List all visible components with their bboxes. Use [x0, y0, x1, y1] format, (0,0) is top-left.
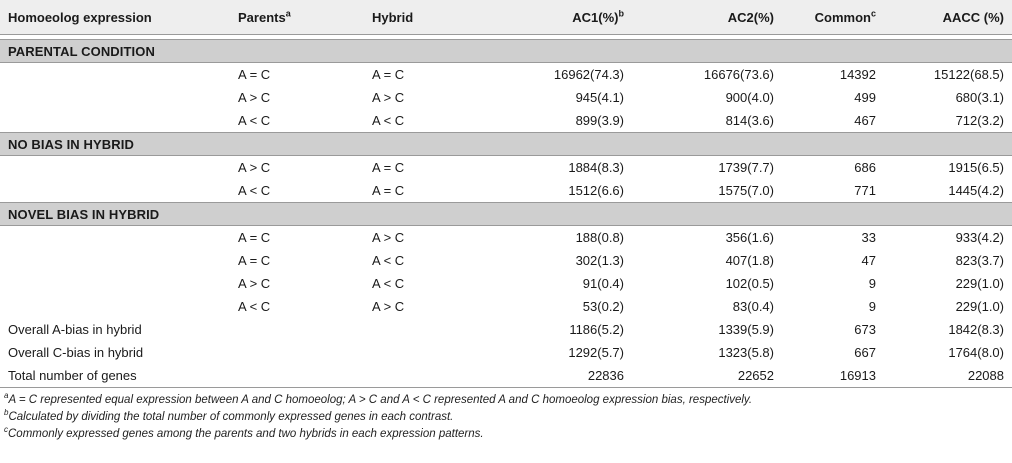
cell-ac1: 1512(6.6) [568, 183, 624, 198]
table-row [0, 226, 1012, 250]
header-parents: Parents$^a$ [230, 0, 364, 35]
table-row [0, 156, 1012, 180]
row-label [0, 249, 230, 272]
cell-ac1: 188(0.8) [575, 230, 624, 245]
section-row [0, 133, 1012, 156]
cell-common: 9 [868, 299, 876, 314]
row-label [0, 86, 230, 109]
cell-ac2: 16676(73.6) [703, 67, 774, 82]
row-label: Total number of genes [0, 364, 230, 388]
cell-hybrid: A = C [372, 67, 405, 82]
cell-ac2: 1739(7.7) [718, 160, 774, 175]
cell-common: 673 [854, 322, 876, 337]
cell-parents: A = C [238, 67, 271, 82]
cell-ac2: 356(1.6) [725, 230, 774, 245]
cell-parents: A < C [238, 183, 271, 198]
header-row [0, 0, 1012, 35]
cell-ac1: 22836 [484, 364, 632, 388]
cell-aacc: 1764(8.0) [948, 345, 1004, 360]
cell-aacc: 229(1.0) [955, 299, 1004, 314]
cell-ac1: 16962(74.3) [553, 67, 624, 82]
cell-aacc: 1842(8.3) [948, 322, 1004, 337]
table-row [0, 318, 1012, 341]
cell-ac2: 1575(7.0) [718, 183, 774, 198]
cell-hybrid: A < C [372, 113, 405, 128]
table-row [0, 179, 1012, 203]
cell-ac2: 900(4.0) [725, 90, 774, 105]
cell-aacc: 15122(68.5) [933, 67, 1004, 82]
cell-common: 16913 [782, 364, 884, 388]
cell-hybrid: A = C [372, 160, 405, 175]
row-label [0, 156, 230, 180]
cell-parents [230, 341, 364, 364]
cell-aacc: 712(3.2) [955, 113, 1004, 128]
cell-common: 33 [861, 230, 876, 245]
header-common: Common$^c$ [782, 0, 884, 35]
table-row [0, 86, 1012, 109]
cell-ac2: 814(3.6) [725, 113, 774, 128]
cell-hybrid [364, 318, 484, 341]
cell-parents: A = C [238, 253, 271, 268]
row-label [0, 272, 230, 295]
cell-aacc: 1445(4.2) [948, 183, 1004, 198]
cell-common: 9 [868, 276, 876, 291]
cell-hybrid [364, 341, 484, 364]
cell-ac1: 899(3.9) [575, 113, 624, 128]
table-row [0, 272, 1012, 295]
cell-ac2: 1323(5.8) [718, 345, 774, 360]
cell-ac1: 1884(8.3) [568, 160, 624, 175]
cell-parents: A > C [238, 276, 271, 291]
section-title: NOVEL BIAS IN HYBRID [0, 203, 1012, 226]
cell-parents: A = C [238, 230, 271, 245]
table-body [0, 35, 1012, 388]
header-homoeolog-expression: Homoeolog expression [0, 0, 230, 35]
section-title: NO BIAS IN HYBRID [0, 133, 1012, 156]
row-label: Overall A-bias in hybrid [8, 322, 142, 337]
cell-common: 771 [854, 183, 876, 198]
cell-aacc: 933(4.2) [955, 230, 1004, 245]
header-aacc: AACC (%) [884, 0, 1012, 35]
header-ac1: AC1(%)$^b$ [484, 0, 632, 35]
cell-common: 467 [854, 113, 876, 128]
cell-aacc: 823(3.7) [955, 253, 1004, 268]
header-hybrid: Hybrid [364, 0, 484, 35]
cell-aacc: 22088 [884, 364, 1012, 388]
table-row [0, 63, 1012, 87]
table-row [0, 295, 1012, 318]
cell-ac2: 407(1.8) [725, 253, 774, 268]
cell-ac1: 91(0.4) [582, 276, 624, 291]
cell-ac2: 83(0.4) [732, 299, 774, 314]
row-label: Overall C-bias in hybrid [8, 345, 144, 360]
cell-parents: A < C [238, 113, 271, 128]
row-label [0, 226, 230, 250]
cell-ac1: 945(4.1) [575, 90, 624, 105]
cell-parents [230, 364, 364, 388]
section-row [0, 40, 1012, 63]
cell-hybrid: A > C [372, 90, 405, 105]
cell-hybrid: A = C [372, 183, 405, 198]
cell-ac1: 1292(5.7) [568, 345, 624, 360]
cell-aacc: 1915(6.5) [948, 160, 1004, 175]
footnote-c: $^c$Commonly expressed genes among the parents and two hybrids in each expression patterns. [4, 425, 484, 440]
table-row [0, 341, 1012, 364]
footnote-b: $^b$Calculated by dividing the total number of commonly expressed genes in each contrast. [4, 408, 454, 423]
table-row [0, 364, 1012, 388]
row-label [0, 295, 230, 318]
cell-ac2: 1339(5.9) [718, 322, 774, 337]
cell-ac1: 53(0.2) [582, 299, 624, 314]
cell-ac2: 102(0.5) [725, 276, 774, 291]
row-label [0, 63, 230, 87]
cell-parents: A > C [238, 160, 271, 175]
header-ac2: AC2(%) [632, 0, 782, 35]
row-label [0, 109, 230, 133]
table-row [0, 109, 1012, 133]
section-row [0, 203, 1012, 226]
section-title: PARENTAL CONDITION [0, 40, 1012, 63]
cell-hybrid [364, 364, 484, 388]
cell-aacc: 229(1.0) [955, 276, 1004, 291]
cell-common: 686 [854, 160, 876, 175]
cell-parents: A < C [238, 299, 271, 314]
cell-ac1: 1186(5.2) [569, 322, 624, 337]
cell-common: 499 [854, 90, 876, 105]
table-row [0, 249, 1012, 272]
cell-common: 47 [861, 253, 876, 268]
cell-parents: A > C [238, 90, 271, 105]
cell-aacc: 680(3.1) [955, 90, 1004, 105]
cell-ac2: 22652 [632, 364, 782, 388]
cell-ac1: 302(1.3) [575, 253, 624, 268]
cell-hybrid: A > C [372, 299, 405, 314]
footnote-a: $^a$A = C represented equal expression between A and C homoeolog; A > C and A < C represented A and C homoeolog expression bias, respectively. [4, 391, 753, 406]
cell-common: 667 [854, 345, 876, 360]
cell-hybrid: A > C [372, 230, 405, 245]
cell-hybrid: A < C [372, 253, 405, 268]
footnotes [0, 388, 1012, 443]
cell-parents [230, 318, 364, 341]
cell-hybrid: A < C [372, 276, 405, 291]
row-label [0, 179, 230, 203]
cell-common: 14392 [839, 67, 876, 82]
